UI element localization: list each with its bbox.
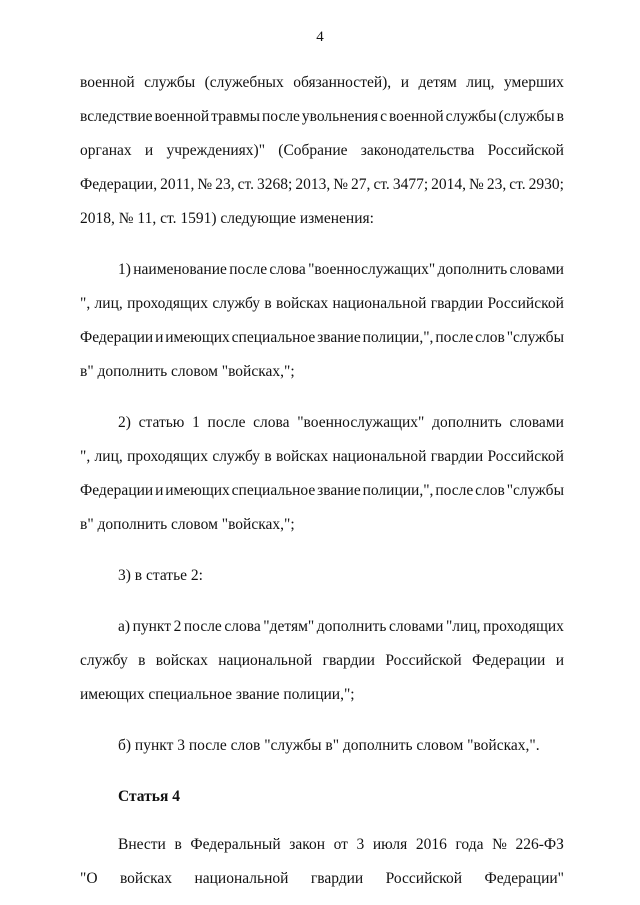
page-number: 4 (316, 29, 324, 45)
text-line: а) пункт 2 после слова "детям" дополнить словами "лиц, проходящих (118, 618, 564, 635)
text-line: Внести в Федеральный закон от 3 июля 2016 года № 226-ФЗ (118, 836, 564, 853)
document-body (80, 66, 564, 896)
text-line: 2018, № 11, ст. 1591) следующие изменения: (80, 210, 374, 227)
text-line: Федерации, 2011, № 23, ст. 3268; 2013, № 27, ст. 3477; 2014, № 23, ст. 2930; (80, 176, 564, 193)
text-line: Федерации и имеющих специальное звание полиции,", после слов "службы (80, 329, 564, 346)
paragraph-item-3b (80, 729, 564, 763)
text-line: "О войсках национальной гвардии Российской Федерации" (80, 870, 564, 887)
text-line: 3) в статье 2: (118, 567, 203, 584)
paragraph-amendment-intro (80, 66, 564, 236)
paragraph-item-3 (80, 559, 564, 593)
text-line: ", лиц, проходящих службу в войсках национальной гвардии Российской (80, 295, 564, 312)
text-line: в" дополнить словом "войсках,"; (80, 516, 295, 533)
paragraph-item-2 (80, 406, 564, 542)
text-line: в" дополнить словом "войсках,"; (80, 363, 295, 380)
paragraph-item-3a (80, 610, 564, 712)
text-line: б) пункт 3 после слов "службы в" дополнить словом "войсках,". (118, 737, 540, 754)
text-line: Федерации и имеющих специальное звание полиции,", после слов "службы (80, 482, 564, 499)
text-line: вследствие военной травмы после увольнения с военной службы (службы в (80, 108, 564, 125)
paragraph-article-4 (80, 828, 564, 896)
text-line: военной службы (служебных обязанностей), и детям лиц, умерших (80, 74, 564, 91)
text-line: имеющих специальное звание полиции,"; (80, 686, 355, 703)
text-line: службу в войсках национальной гвардии Российской Федерации и (80, 652, 564, 669)
text-line: 2) статью 1 после слова "военнослужащих" дополнить словами (118, 414, 564, 431)
article-heading: Статья 4 (118, 788, 180, 805)
text-line: ", лиц, проходящих службу в войсках национальной гвардии Российской (80, 448, 564, 465)
paragraph-item-1 (80, 253, 564, 389)
text-line: органах и учреждениях)" (Собрание законодательства Российской (80, 142, 564, 159)
text-line: 1) наименование после слова "военнослужащих" дополнить словами (118, 261, 564, 278)
